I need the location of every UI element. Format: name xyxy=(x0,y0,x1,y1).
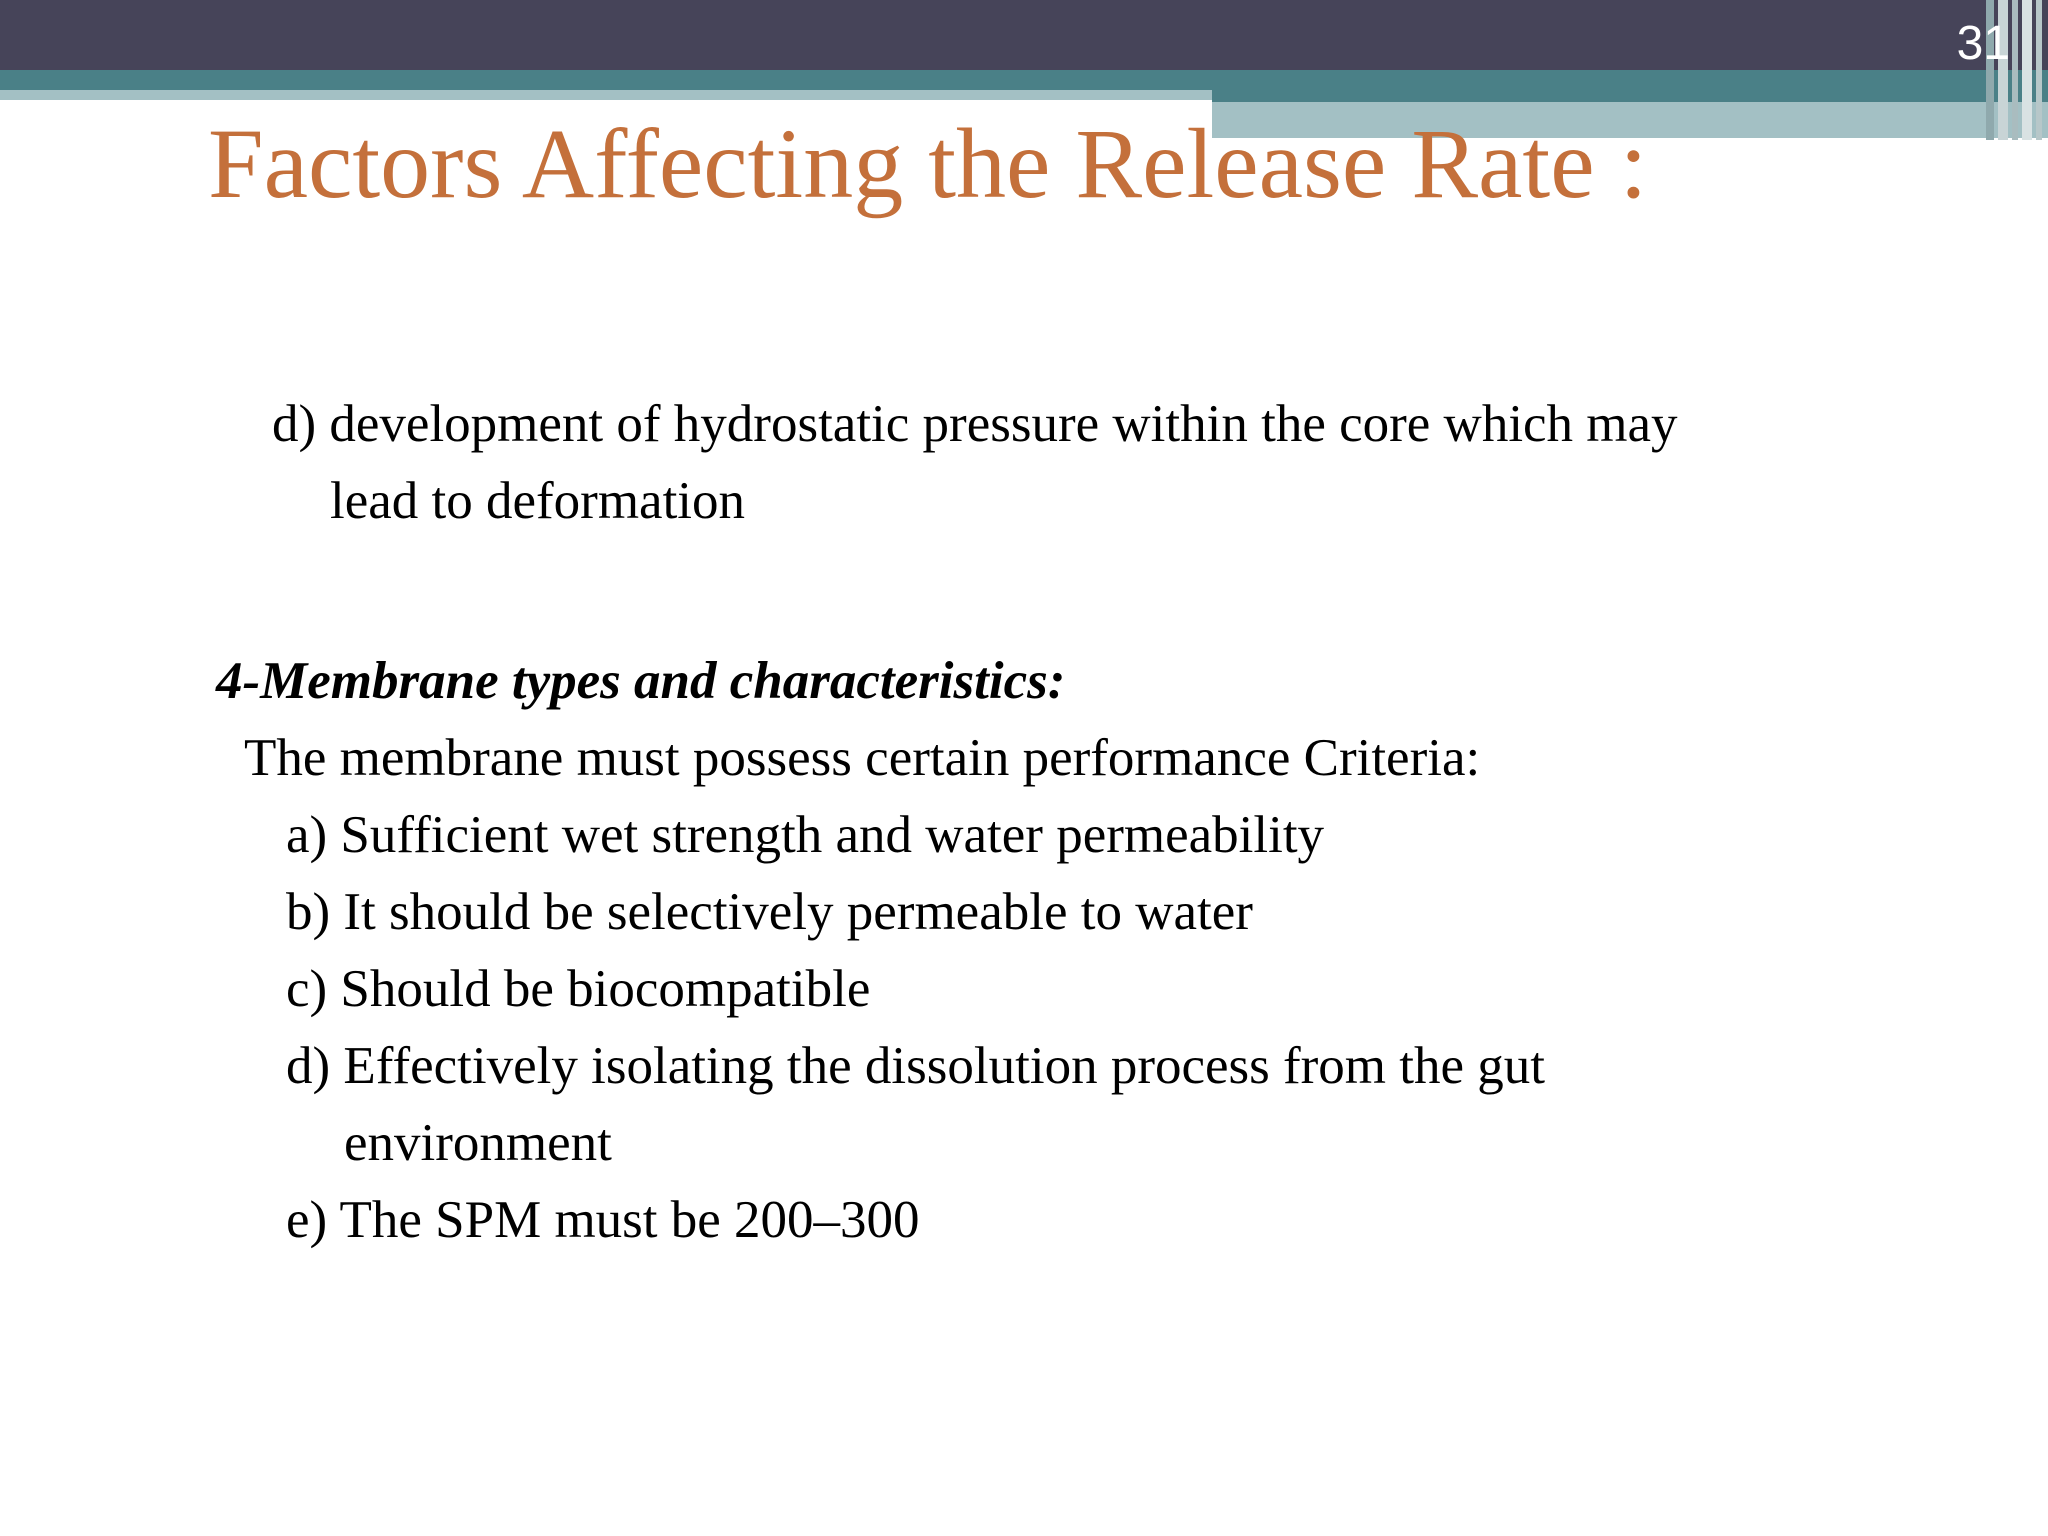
criteria-item-continuation: environment xyxy=(344,1114,612,1172)
point-d-line2: lead to deformation xyxy=(330,472,746,530)
slide-number: 31 xyxy=(1956,17,2010,70)
header-bar-teal xyxy=(0,70,2048,90)
criteria-intro: The membrane must possess certain performance Criteria: xyxy=(244,729,1481,787)
slide-title: Factors Affecting the Release Rate : xyxy=(208,108,1648,219)
section-heading: 4-Membrane types and characteristics: xyxy=(216,652,1066,710)
header-bar-light-left xyxy=(0,90,1212,100)
header-bar-dark xyxy=(0,0,2048,70)
point-d-line1: d) development of hydrostatic pressure within the core which may xyxy=(272,395,1678,453)
criteria-item: b) It should be selectively permeable to water xyxy=(286,883,1253,941)
criteria-item: e) The SPM must be 200–300 xyxy=(286,1191,920,1249)
header-bar-teal-right xyxy=(1212,90,2048,102)
criteria-item: a) Sufficient wet strength and water permeability xyxy=(286,806,1325,864)
criteria-item: c) Should be biocompatible xyxy=(286,960,871,1018)
criteria-item: d) Effectively isolating the dissolution process from the gut xyxy=(286,1037,1546,1095)
